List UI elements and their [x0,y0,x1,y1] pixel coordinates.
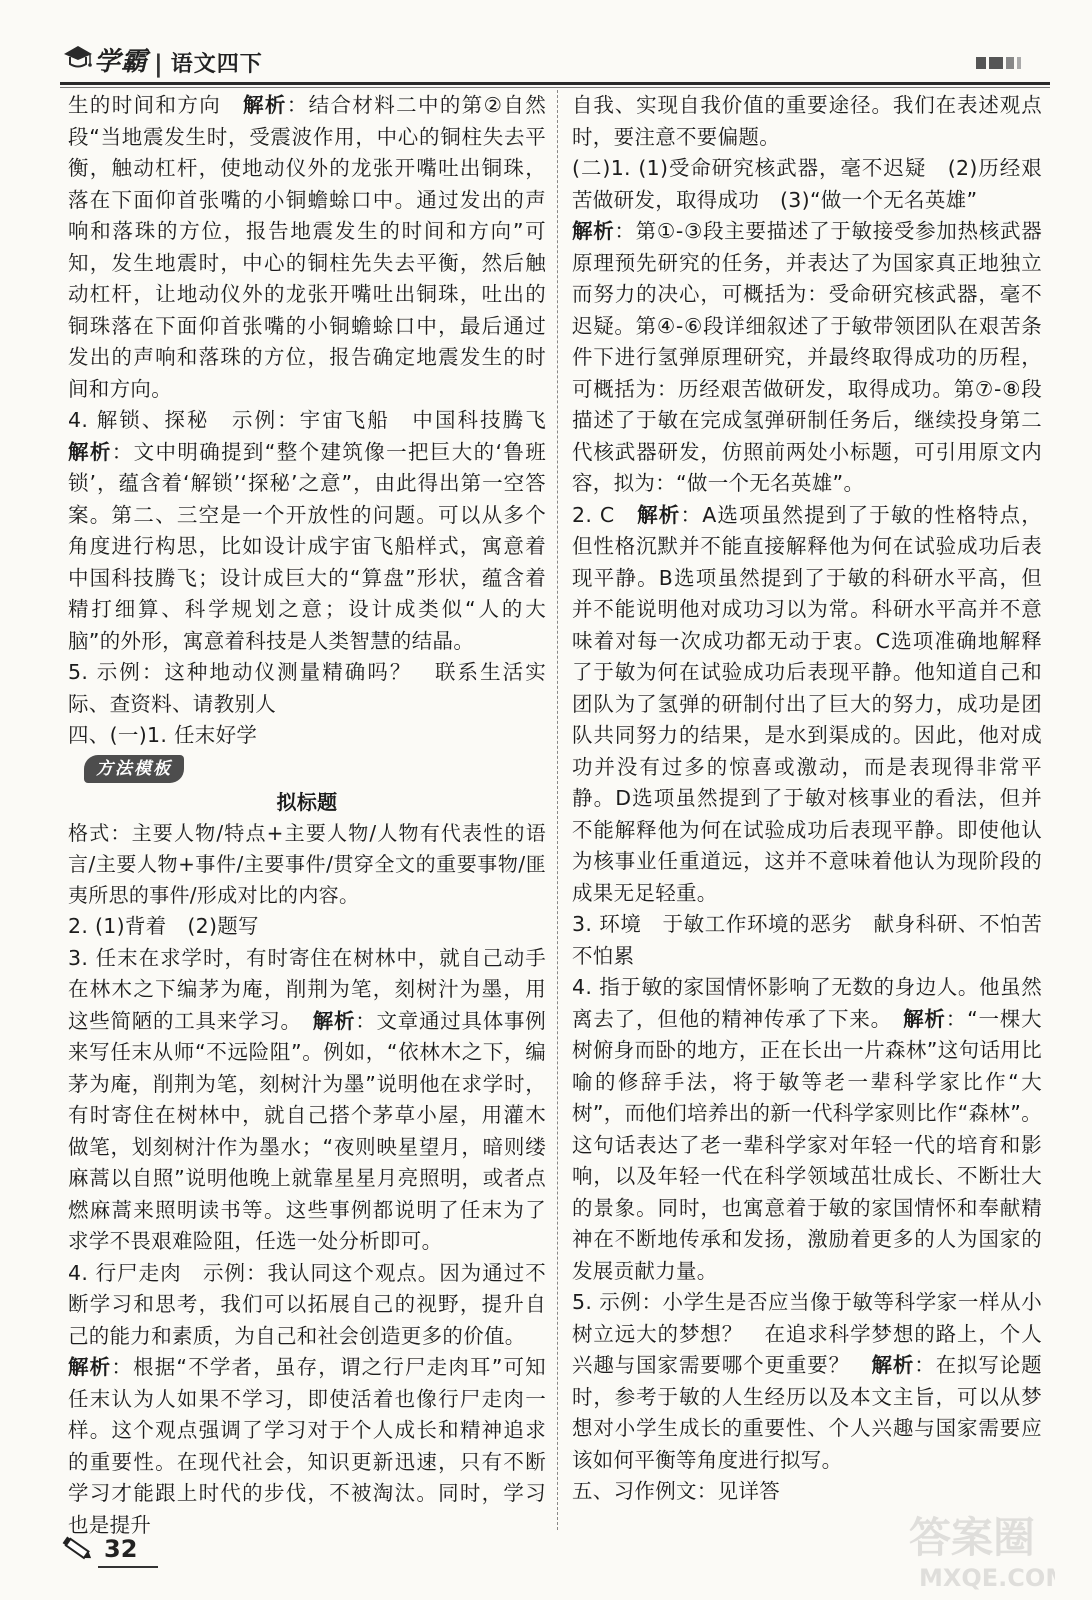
answer-paragraph [572,500,1042,910]
method-badge: 方法模板 [84,755,184,783]
brand-name: 学霸 [94,47,149,77]
analysis-label: 解析 [68,1355,112,1379]
answer-text: 3. 任末在求学时，有时寄住在树林中，就自己动手在林木之下编茅为庵，削荆为笔，刻树汁为墨，用这些简陋的工具来学习。 [68,945,546,1033]
answer-text: ：在拟写论题时，参考于敏的人生经历以及本文主旨，可以从梦想对小学生成长的重要性、个人兴趣与国家需要应该如何平衡等角度进行拟写。 [572,1353,1042,1472]
answer-text: 2. C [572,502,638,527]
answer-paragraph [68,90,546,405]
analysis-label: 解析 [903,1006,946,1031]
answer-text: 4. 指于敏的家国情怀影响了无数的身边人。他虽然离去了，但他的精神传承了下来。 [572,975,1042,1031]
svg-text:MXQE.COM: MXQE.COM [919,1564,1055,1592]
page-footer [60,1532,137,1566]
answer-text: ：文中明确提到“整个建筑像一把巨大的‘鲁班锁’，蕴含着‘解锁’‘探秘’之意”，由此得出第一空答案。第二、三空是一个开放性的问题。可以从多个角度进行构思，比如设计成宇宙飞船样式，寓意着中国科技腾飞；设计成巨大的“算盘”形状，蕴含着精打细算、科学规划之意；设计成类似“人的大脑”的外形，寓意着科技是人类智慧的结晶。 [68,439,546,653]
analysis-label: 解析 [572,219,615,243]
left-column [68,90,567,1541]
header-rule-thin [60,87,1050,88]
header-rule [60,82,1050,85]
answer-text: 5. 示例：这种地动仪测量精确吗？ 联系生活实际、查资料、请教别人 [68,660,546,716]
method-template-box [68,752,546,912]
header-separator: | [154,50,163,78]
analysis-label: 解析 [242,93,287,117]
answer-text: 生的时间和方向 [68,93,243,117]
pencil-icon [60,1534,96,1564]
answer-text: ：第①-③段主要描述了于敏接受参加热核武器原理预先研究的任务，并表达了为国家真正地独立而努力的决心，可概括为：受命研究核武器，毫不迟疑。第④-⑥段详细叙述了于敏带领团队在艰苦条件下进行氢弹原理研究，并最终取得成功的历程，可概括为：历经艰苦做研发，取得成功。第⑦-⑧段描述了于敏在完成氢弹研制任务后，继续投身第二代核武器研发，仿照前两处小标题，可引用原文内容，拟为：“做一个无名英雄”。 [572,219,1042,495]
answer-paragraph [68,1352,546,1541]
column-divider [557,90,558,1530]
graduation-cap-icon [60,40,94,78]
method-body: 格式：主要人物/特点+主要人物/人物有代表性的语言/主要人物+事件/主要事件/贯穿全文的重要事物/匪夷所思的事件/形成对比的内容。 [68,821,546,907]
page-header [60,38,1050,82]
answer-text: 4. 解锁、探秘 示例：宇宙飞船 中国科技腾飞 [68,408,567,432]
answer-paragraph [572,90,1042,153]
answer-text: 3. 环境 于敏工作环境的恶劣 献身科研、不怕苦不怕累 [572,912,1042,968]
answer-text: ：“一棵大树俯身而卧的地方，正在长出一片森林”这句话用比喻的修辞手法，将于敏等老一辈科学家比作“大树”，而他们培养出的新一代科学家则比作“森林”。这句话表达了老一辈科学家对年轻一代的培育和影响，以及年轻一代在科学领域茁壮成长、不断壮大的景象。同时，也寓意着于敏的家国情怀和奉献精神在不断地传承和发扬，激励着更多的人为国家的发展贡献力量。 [572,1006,1042,1283]
method-title: 拟标题 [276,789,338,814]
watermark-logo [905,1500,1055,1595]
brand-logo [60,38,263,78]
answer-text: ：A选项虽然提到了于敏的性格特点，但性格沉默并不能直接解释他为何在试验成功后表现平静。B选项虽然提到了于敏的科研水平高，但并不能说明他对成功习以为常。科研水平高并不意味着对每一次成功都无动于衷。C选项准确地解释了于敏为何在试验成功后表现平静。他知道自己和团队为了氢弹的研制付出了巨大的努力，成功是团队共同努力的结果，是水到渠成的。因此，他对成功并没有过多的惊喜或激动，而是表现得非常平静。D选项虽然提到了于敏对核事业的看法，但并不能解释他为何在试验成功后表现平静。即使他认为核事业任重道远，这并不意味着他认为现阶段的成果无足轻重。 [572,502,1043,905]
answer-text: 5. 示例：小学生是否应当像于敏等科学家一样从小树立远大的梦想？ 在追求科学梦想的路上，个人兴趣与国家需要哪个更重要？ [572,1290,1042,1377]
answer-paragraph [572,153,1042,216]
answer-paragraph [68,911,546,943]
answer-text: 自我、实现自我价值的重要途径。我们在表述观点时，要注意不要偏题。 [572,93,1042,149]
subject-title: 语文四下 [170,52,263,77]
answer-paragraph [68,1258,546,1353]
analysis-label: 解析 [312,1008,356,1033]
answer-paragraph [572,1287,1042,1476]
page-number: 32 [104,1535,138,1563]
answer-text: 五、习作例文：见详答 [572,1479,780,1503]
analysis-label: 解析 [871,1353,915,1377]
answer-paragraph [572,216,1042,500]
answer-text: (二)1. (1)受命研究核武器，毫不迟疑 (2)历经艰苦做研发，取得成功 (3)“做一个无名英雄” [572,156,1042,212]
answer-paragraph [68,720,546,752]
answer-paragraph [68,657,546,720]
answer-paragraph [572,972,1042,1287]
answer-paragraph [572,909,1042,972]
answer-paragraph [68,943,546,1258]
answer-text: ：文章通过具体事例来写任末从师“不远险阻”。例如，“依林木之下，编茅为庵，削荆为笔，刻树汁为墨”说明他在求学时，有时寄住在树林中，就自己搭个茅草小屋，用灌木做笔，划刻树汁作为墨水；“夜则映星望月，暗则缕麻蒿以自照”说明他晚上就靠星星月亮照明，或者点燃麻蒿来照明读书等。这些事例都说明了任末为了求学不畏艰难险阻，任选一处分析即可。 [68,1008,546,1253]
answer-text: 2. (1)背着 (2)题写 [68,914,259,938]
svg-text:答案圈: 答案圈 [909,1513,1036,1562]
header-decoration [976,52,1040,74]
answer-text: 4. 行尸走肉 示例：我认同这个观点。因为通过不断学习和思考，我们可以拓展自己的视野，提升自己的能力和素质，为自己和社会创造更多的价值。 [68,1260,546,1348]
analysis-label: 解析 [637,502,681,527]
answer-paragraph [68,405,567,657]
answer-text: ：结合材料二中的第②自然段“当地震发生时，受震波作用，中心的铜柱失去平衡，触动杠杆，使地动仪外的龙张开嘴吐出铜珠，落在下面仰首张嘴的小铜蟾蜍口中。通过发出的声响和落珠的方位，报告地震发生的时间和方向”可知，发生地震时，中心的铜柱先失去平衡，然后触动杠杆，让地动仪外的龙张开嘴吐出铜珠，吐出的铜珠落在下面仰首张嘴的小铜蟾蜍口中，最后通过发出的声响和落珠的方位，报告确定地震发生的时间和方向。 [68,93,546,401]
right-column [572,90,1042,1508]
answer-text: ：根据“不学者，虽存，谓之行尸走肉耳”可知任末认为人如果不学习，即使活着也像行尸走肉一样。这个观点强调了学习对于个人成长和精神追求的重要性。在现代社会，知识更新迅速，只有不断学习才能跟上时代的步伐，不被淘汰。同时，学习也是提升 [68,1355,546,1537]
footer-rule [98,1566,158,1568]
analysis-label: 解析 [68,439,112,464]
answer-text: 四、(一)1. 任末好学 [68,723,258,747]
